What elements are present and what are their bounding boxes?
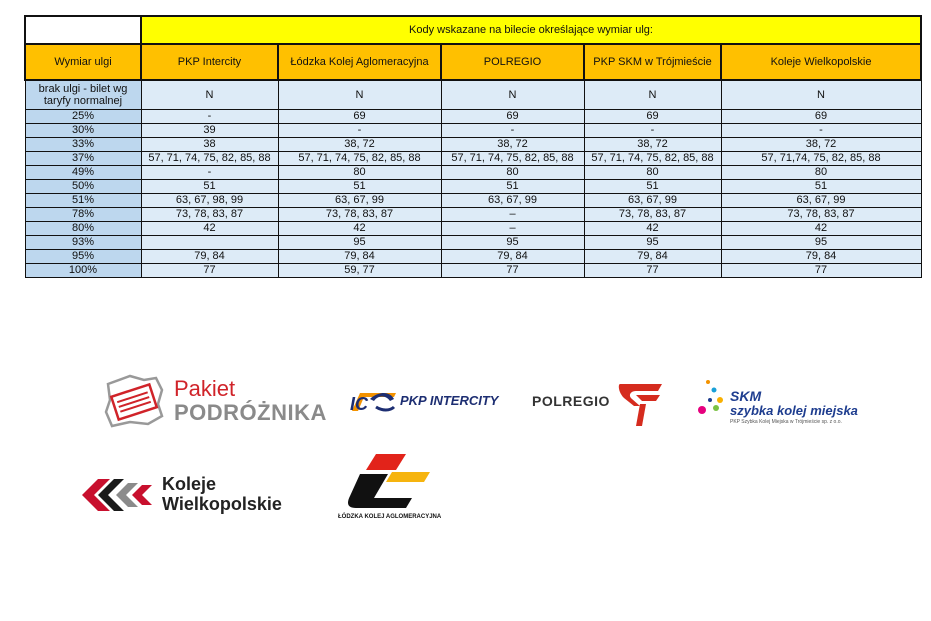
code-cell: 69 xyxy=(441,110,584,124)
code-cell: N xyxy=(441,80,584,110)
code-cell: 95 xyxy=(721,236,921,250)
discount-level-cell: 95% xyxy=(25,250,141,264)
pakiet-podroznika-ticket-icon xyxy=(100,370,170,430)
column-header: Łódzka Kolej Aglomeracyjna xyxy=(278,44,441,80)
code-cell: 42 xyxy=(278,222,441,236)
intercity-ic-icon xyxy=(344,385,400,419)
code-cell: 38, 72 xyxy=(721,138,921,152)
koleje-wielkopolskie-logo xyxy=(80,470,300,520)
discount-level-cell: 37% xyxy=(25,152,141,166)
code-cell: 69 xyxy=(278,110,441,124)
code-cell: N xyxy=(584,80,721,110)
code-cell: – xyxy=(441,208,584,222)
code-cell: 95 xyxy=(584,236,721,250)
code-cell: 80 xyxy=(584,166,721,180)
discount-level-cell: 100% xyxy=(25,264,141,278)
code-cell: N xyxy=(141,80,278,110)
table-row xyxy=(25,124,921,138)
code-cell: 95 xyxy=(441,236,584,250)
table-row xyxy=(25,138,921,152)
code-cell: 51 xyxy=(141,180,278,194)
table-row xyxy=(25,208,921,222)
table-row xyxy=(25,264,921,278)
skm-title: SKM xyxy=(730,388,762,404)
discount-level-cell: 50% xyxy=(25,180,141,194)
row-header-label: Wymiar ulgi xyxy=(25,44,141,80)
table-row xyxy=(25,236,921,250)
table-row xyxy=(25,250,921,264)
discount-level-cell: brak ulgi - bilet wg taryfy normalnej xyxy=(25,80,141,110)
kw-wielkopolskie: Wielkopolskie xyxy=(162,494,282,514)
pakiet-podroznika-logo xyxy=(100,370,325,430)
code-cell: 95 xyxy=(278,236,441,250)
table-title: Kody wskazane na bilecie określające wymiar ulg: xyxy=(141,16,921,44)
code-cell: 79, 84 xyxy=(441,250,584,264)
code-cell: 77 xyxy=(441,264,584,278)
polregio-swoosh-icon xyxy=(616,382,666,428)
code-cell: 77 xyxy=(141,264,278,278)
code-cell: 79, 84 xyxy=(278,250,441,264)
table-row xyxy=(25,110,921,124)
code-cell: 42 xyxy=(721,222,921,236)
code-cell: – xyxy=(441,222,584,236)
code-cell: 51 xyxy=(441,180,584,194)
table-corner-cell xyxy=(25,16,141,44)
code-cell: 42 xyxy=(141,222,278,236)
column-header: Koleje Wielkopolskie xyxy=(721,44,921,80)
code-cell: 57, 71, 74, 75, 82, 85, 88 xyxy=(278,152,441,166)
discount-level-cell: 93% xyxy=(25,236,141,250)
code-cell: 79, 84 xyxy=(141,250,278,264)
table-row xyxy=(25,152,921,166)
discount-codes-table xyxy=(24,15,922,278)
table-row xyxy=(25,222,921,236)
code-cell: 80 xyxy=(721,166,921,180)
lka-text: ŁÓDZKA KOLEJ AGLOMERACYJNA xyxy=(338,514,442,520)
code-cell: 63, 67, 99 xyxy=(721,194,921,208)
code-cell: 77 xyxy=(584,264,721,278)
code-cell: - xyxy=(584,124,721,138)
code-cell: 69 xyxy=(721,110,921,124)
table-row xyxy=(25,80,921,110)
code-cell: 57, 71,74, 75, 82, 85, 88 xyxy=(721,152,921,166)
code-cell: 38, 72 xyxy=(441,138,584,152)
discount-level-cell: 78% xyxy=(25,208,141,222)
code-cell: 63, 67, 99 xyxy=(441,194,584,208)
code-cell: - xyxy=(278,124,441,138)
code-cell: 39 xyxy=(141,124,278,138)
code-cell: 80 xyxy=(441,166,584,180)
column-header: PKP Intercity xyxy=(141,44,278,80)
polregio-wordmark xyxy=(532,393,610,409)
code-cell: 57, 71, 74, 75, 82, 85, 88 xyxy=(141,152,278,166)
kw-wordmark xyxy=(162,474,282,514)
code-cell: 63, 67, 99 xyxy=(278,194,441,208)
column-header: PKP SKM w Trójmieście xyxy=(584,44,721,80)
polregio-regio: REGIO xyxy=(562,393,610,409)
kw-chevrons-icon xyxy=(80,470,156,520)
skm-company: PKP Szybka Kolej Miejska w Trójmieście sp. z o.o. xyxy=(730,419,842,425)
skm-dots-icon xyxy=(694,378,728,430)
pkp-intercity-logo xyxy=(344,385,514,419)
code-cell: 42 xyxy=(584,222,721,236)
discount-level-cell: 25% xyxy=(25,110,141,124)
code-cell: 73, 78, 83, 87 xyxy=(278,208,441,222)
code-cell: 51 xyxy=(721,180,921,194)
code-cell: 38, 72 xyxy=(278,138,441,152)
table-row xyxy=(25,194,921,208)
code-cell: 57, 71, 74, 75, 82, 85, 88 xyxy=(584,152,721,166)
lka-logo xyxy=(334,452,449,524)
discount-level-cell: 51% xyxy=(25,194,141,208)
lka-shapes-icon xyxy=(334,452,449,512)
polregio-pol: POL xyxy=(532,393,563,409)
code-cell: - xyxy=(141,166,278,180)
pakiet-text: Pakiet xyxy=(174,376,236,401)
code-cell: 63, 67, 99 xyxy=(584,194,721,208)
code-cell: N xyxy=(278,80,441,110)
column-header: POLREGIO xyxy=(441,44,584,80)
code-cell: 73, 78, 83, 87 xyxy=(721,208,921,222)
code-cell xyxy=(141,236,278,250)
code-cell: 73, 78, 83, 87 xyxy=(584,208,721,222)
code-cell: N xyxy=(721,80,921,110)
svg-text:IC: IC xyxy=(350,394,368,414)
kw-koleje: Koleje xyxy=(162,474,217,494)
skm-logo xyxy=(694,378,884,430)
code-cell: 38 xyxy=(141,138,278,152)
code-cell: 57, 71, 74, 75, 82, 85, 88 xyxy=(441,152,584,166)
polregio-logo xyxy=(532,380,672,428)
discount-level-cell: 33% xyxy=(25,138,141,152)
code-cell: 79, 84 xyxy=(721,250,921,264)
code-cell: 51 xyxy=(584,180,721,194)
code-cell: 63, 67, 98, 99 xyxy=(141,194,278,208)
code-cell: 51 xyxy=(278,180,441,194)
code-cell: 79, 84 xyxy=(584,250,721,264)
table-row xyxy=(25,166,921,180)
code-cell: 73, 78, 83, 87 xyxy=(141,208,278,222)
skm-subtitle: szybka kolej miejska xyxy=(730,403,858,418)
discount-level-cell: 30% xyxy=(25,124,141,138)
podroznika-text: PODRÓŻNIKA xyxy=(174,400,327,425)
code-cell: 59, 77 xyxy=(278,264,441,278)
code-cell: 69 xyxy=(584,110,721,124)
code-cell: 38, 72 xyxy=(584,138,721,152)
intercity-text: PKP INTERCITY xyxy=(400,393,499,408)
code-cell: - xyxy=(721,124,921,138)
code-cell: - xyxy=(141,110,278,124)
discount-level-cell: 80% xyxy=(25,222,141,236)
discount-level-cell: 49% xyxy=(25,166,141,180)
table-row xyxy=(25,180,921,194)
code-cell: 77 xyxy=(721,264,921,278)
code-cell: - xyxy=(441,124,584,138)
code-cell: 80 xyxy=(278,166,441,180)
